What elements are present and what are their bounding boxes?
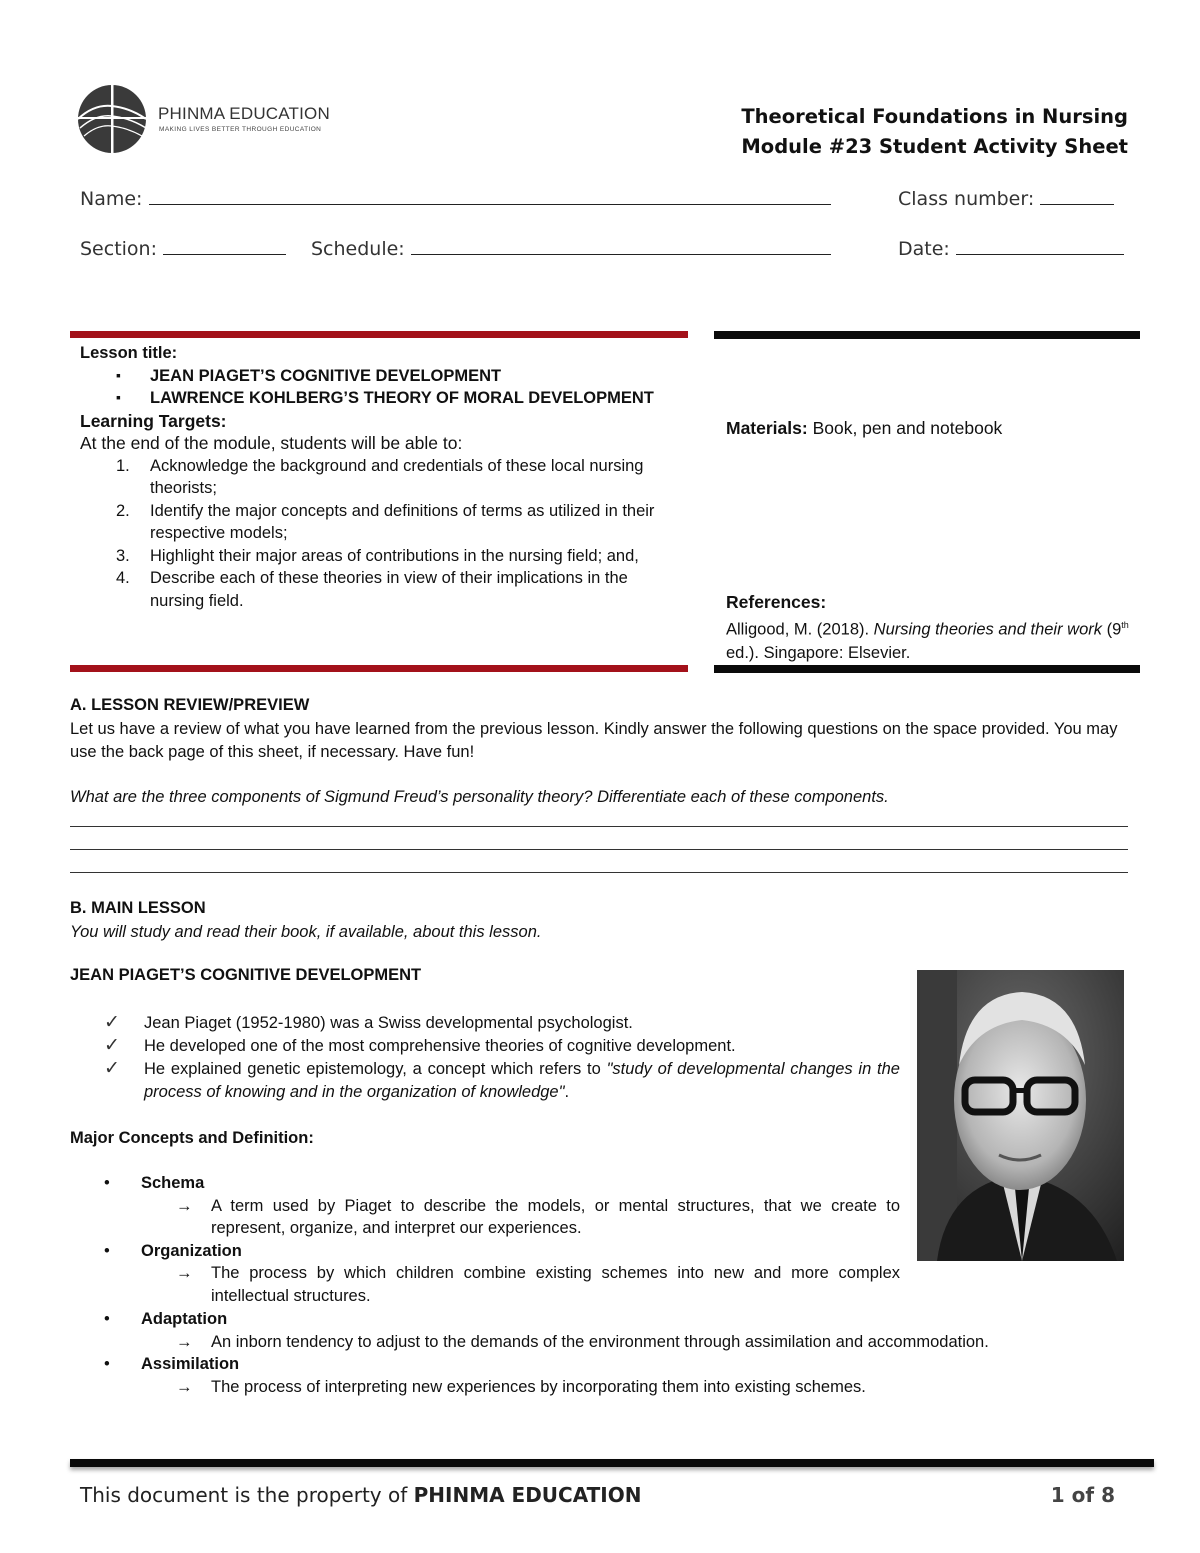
section-b-heading: B. MAIN LESSON	[70, 899, 206, 917]
section-label: Section:	[80, 238, 157, 260]
concept-definition: → The process by which children combine existing schemes into new and more complex intellectual structures.	[176, 1264, 900, 1305]
references	[726, 591, 1136, 665]
fact-item: ✓ Jean Piaget (1952-1980) was a Swiss developmental psychologist.	[104, 1012, 633, 1033]
arrow-right-icon: →	[176, 1196, 193, 1215]
bullet-icon: •	[104, 1241, 110, 1260]
square-bullet-icon: ▪	[116, 366, 121, 383]
document-title	[741, 102, 1128, 162]
materials-box-bottom-bar	[714, 665, 1140, 673]
logo-name: PHINMA EDUCATION	[158, 104, 330, 123]
learning-targets-intro: At the end of the module, students will be able to:	[80, 433, 463, 453]
name-label: Name:	[80, 188, 143, 210]
concept-term: • Adaptation	[70, 1308, 1132, 1331]
review-question: What are the three components of Sigmund Freud’s personality theory? Differentiate each of these components.	[70, 788, 889, 806]
learning-target: 3. Highlight their major areas of contributions in the nursing field; and,	[116, 546, 639, 565]
section-field	[80, 236, 286, 260]
section-b-intro: You will study and read their book, if available, about this lesson.	[70, 923, 542, 941]
concept-list-lower	[70, 1308, 1132, 1398]
lesson-box-bottom-bar	[70, 665, 688, 672]
lesson-box-top-bar	[70, 331, 688, 338]
lesson-topic: ▪ LAWRENCE KOHLBERG’S THEORY OF MORAL DEVELOPMENT	[80, 387, 686, 410]
logo-mark-icon	[74, 84, 154, 154]
learning-target: 1. Acknowledge the background and credentials of these local nursing theorists;	[116, 456, 644, 497]
learning-target: 2. Identify the major concepts and definitions of terms as utilized in their respective models;	[116, 501, 655, 542]
concept-list-upper	[70, 1172, 900, 1307]
concept-definition: → The process of interpreting new experiences by incorporating them into existing schemes.	[70, 1376, 1132, 1399]
page-number: 1 of 8	[1050, 1483, 1115, 1507]
bullet-icon: •	[104, 1174, 110, 1192]
date-label: Date:	[898, 238, 950, 260]
date-field	[898, 236, 1124, 260]
name-field	[80, 186, 831, 210]
answer-line[interactable]	[70, 872, 1128, 873]
name-blank[interactable]	[149, 186, 831, 205]
section-a-intro: Let us have a review of what you have learned from the previous lesson. Kindly answer the following questions on the space provided. You may use the back page of this sheet, if necessary. Have fun!	[70, 720, 1118, 761]
checkmark-icon: ✓	[104, 1035, 120, 1056]
materials	[726, 417, 1136, 440]
logo-tagline: MAKING LIVES BETTER THROUGH EDUCATION	[159, 126, 322, 133]
schedule-label: Schedule:	[311, 238, 405, 260]
class-number-field	[898, 186, 1114, 210]
checkmark-icon: ✓	[104, 1058, 120, 1079]
section-a-heading: A. LESSON REVIEW/PREVIEW	[70, 696, 310, 714]
materials-label: Materials:	[726, 418, 808, 438]
square-bullet-icon: ▪	[116, 389, 121, 405]
module-title: Module #23 Student Activity Sheet	[741, 135, 1128, 158]
answer-line[interactable]	[70, 826, 1128, 827]
schedule-blank[interactable]	[411, 236, 831, 255]
materials-value: Book, pen and notebook	[807, 418, 1003, 438]
class-number-blank[interactable]	[1040, 186, 1114, 205]
piaget-facts	[104, 1012, 900, 1104]
piaget-topic-heading: JEAN PIAGET’S COGNITIVE DEVELOPMENT	[70, 966, 422, 984]
arrow-right-icon: →	[176, 1332, 193, 1351]
concept-definition: → A term used by Piaget to describe the models, or mental structures, that we create to represent, organize, and interpret our experiences.	[176, 1196, 900, 1237]
lesson-title-label: Lesson title:	[80, 344, 178, 362]
section-blank[interactable]	[163, 236, 286, 255]
course-title: Theoretical Foundations in Nursing	[741, 105, 1128, 128]
answer-line[interactable]	[70, 849, 1128, 850]
checkmark-icon: ✓	[104, 1012, 120, 1033]
date-blank[interactable]	[956, 236, 1124, 255]
bullet-icon: •	[104, 1310, 110, 1328]
major-concepts-heading: Major Concepts and Definition:	[70, 1129, 314, 1147]
footer-bar	[70, 1459, 1154, 1467]
arrow-right-icon: →	[176, 1377, 193, 1396]
portrait-image	[917, 970, 1124, 1261]
concept-term: • Assimilation	[70, 1353, 1132, 1376]
fact-item: ✓ He developed one of the most comprehensive theories of cognitive development.	[104, 1035, 736, 1056]
bullet-icon: •	[104, 1355, 110, 1373]
reference-entry: Alligood, M. (2018). Nursing theories and their work (9th ed.). Singapore: Elsevier.	[726, 620, 1129, 662]
arrow-right-icon: →	[176, 1264, 193, 1282]
schedule-field	[311, 236, 831, 260]
lesson-panel	[80, 342, 686, 612]
footer-ownership: This document is the property of PHINMA EDUCATION	[80, 1483, 642, 1507]
jean-piaget-photo	[917, 970, 1124, 1261]
references-label: References:	[726, 592, 827, 612]
lesson-topic: ▪ JEAN PIAGET’S COGNITIVE DEVELOPMENT	[80, 365, 686, 388]
learning-targets-label: Learning Targets:	[80, 410, 227, 431]
concept-term: • Organization	[70, 1240, 900, 1263]
concept-definition: → An inborn tendency to adjust to the demands of the environment through assimilation and accommodation.	[70, 1331, 1132, 1354]
learning-target: 4. Describe each of these theories in view of their implications in the nursing field.	[116, 569, 628, 610]
class-number-label: Class number:	[898, 188, 1035, 210]
concept-term: • Schema	[70, 1172, 900, 1195]
fact-item: ✓ He explained genetic epistemology, a concept which refers to "study of developmental changes in the process of knowing and in the organization of knowledge".	[104, 1058, 900, 1101]
materials-box-top-bar	[714, 331, 1140, 339]
